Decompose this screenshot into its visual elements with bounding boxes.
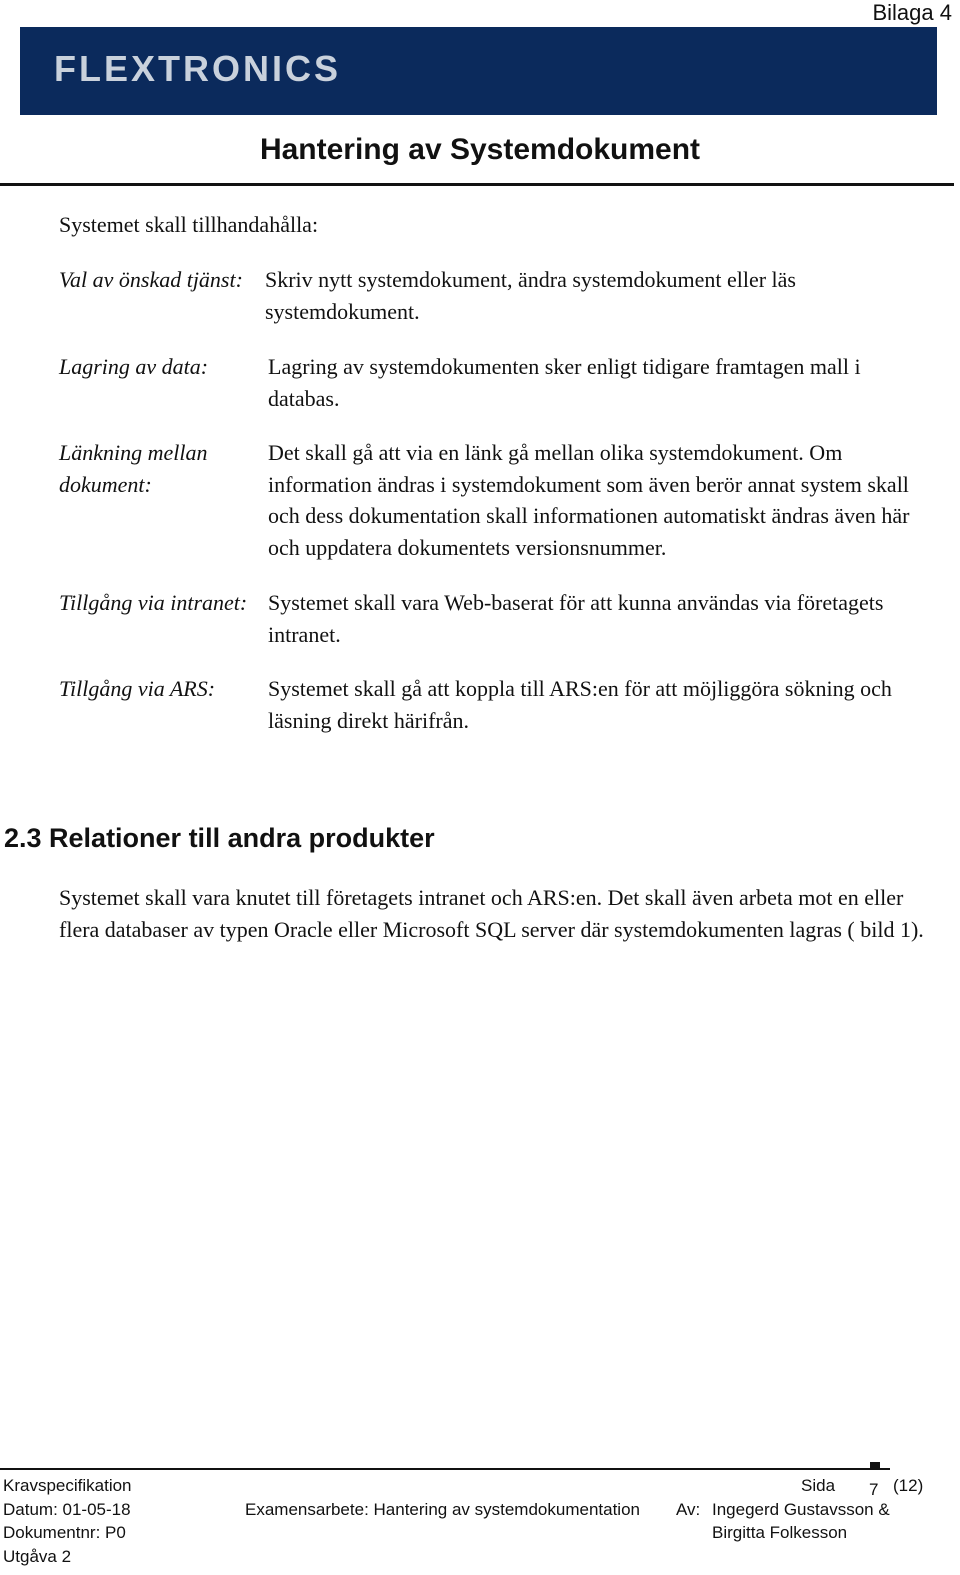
footer-divider xyxy=(0,1468,890,1470)
requirement-term: Lagring av data: xyxy=(59,354,209,379)
requirement-description: Systemet skall vara Web-baserat för att kunna användas via företagets intranet. xyxy=(268,590,884,647)
footer-document-type: Kravspecifikation xyxy=(3,1476,132,1495)
requirement-term: Tillgång via intranet: xyxy=(59,590,248,615)
requirement-term: Länkning mellan dokument: xyxy=(59,440,208,497)
title-divider xyxy=(0,183,954,186)
footer-author-line-1: Ingegerd Gustavsson & xyxy=(712,1500,890,1519)
requirement-description: Lagring av systemdokumenten sker enligt tidigare framtagen mall i databas. xyxy=(268,354,861,411)
footer-author-label: Av: xyxy=(676,1500,701,1519)
footer-document-number: Dokumentnr: P0 xyxy=(3,1523,126,1542)
requirement-description: Det skall gå att via en länk gå mellan olika systemdokument. Om information ändras i systemdokument som även berör annat system skall och dess dokumentation skall informationen automatiskt ändras även här och uppdatera dokumentets versionsnummer. xyxy=(268,440,910,560)
footer-page-label: Sida xyxy=(801,1476,836,1495)
footer-author-line-2: Birgitta Folkesson xyxy=(712,1523,848,1542)
requirement-term: Tillgång via ARS: xyxy=(59,676,216,701)
requirement-description: Skriv nytt systemdokument, ändra systemdokument eller läs systemdokument. xyxy=(265,267,796,324)
footer-marker xyxy=(870,1462,880,1468)
intro-text: Systemet skall tillhandahålla: xyxy=(59,212,319,237)
section-body: Systemet skall vara knutet till företagets intranet och ARS:en. Det skall även arbeta mot en eller flera databaser av typen Oracle eller Microsoft SQL server där systemdokumenten lagras ( bild 1). xyxy=(59,885,924,942)
requirement-term: Val av önskad tjänst: xyxy=(59,267,243,292)
document-title: Hantering av Systemdokument xyxy=(259,133,701,166)
annex-label: Bilaga 4 xyxy=(872,0,952,25)
requirement-description: Systemet skall gå att koppla till ARS:en för att möjliggöra sökning och läsning direkt härifrån. xyxy=(268,676,892,733)
footer-date: Datum: 01-05-18 xyxy=(3,1500,131,1519)
section-heading: 2.3 Relationer till andra produkter xyxy=(4,823,435,853)
footer-page-total: (12) xyxy=(893,1476,924,1495)
footer-project: Examensarbete: Hantering av systemdokumentation xyxy=(245,1500,640,1519)
footer-edition: Utgåva 2 xyxy=(3,1547,72,1566)
company-logo: FLEXTRONICS xyxy=(54,48,342,89)
footer-page-number: 7 xyxy=(869,1480,879,1499)
